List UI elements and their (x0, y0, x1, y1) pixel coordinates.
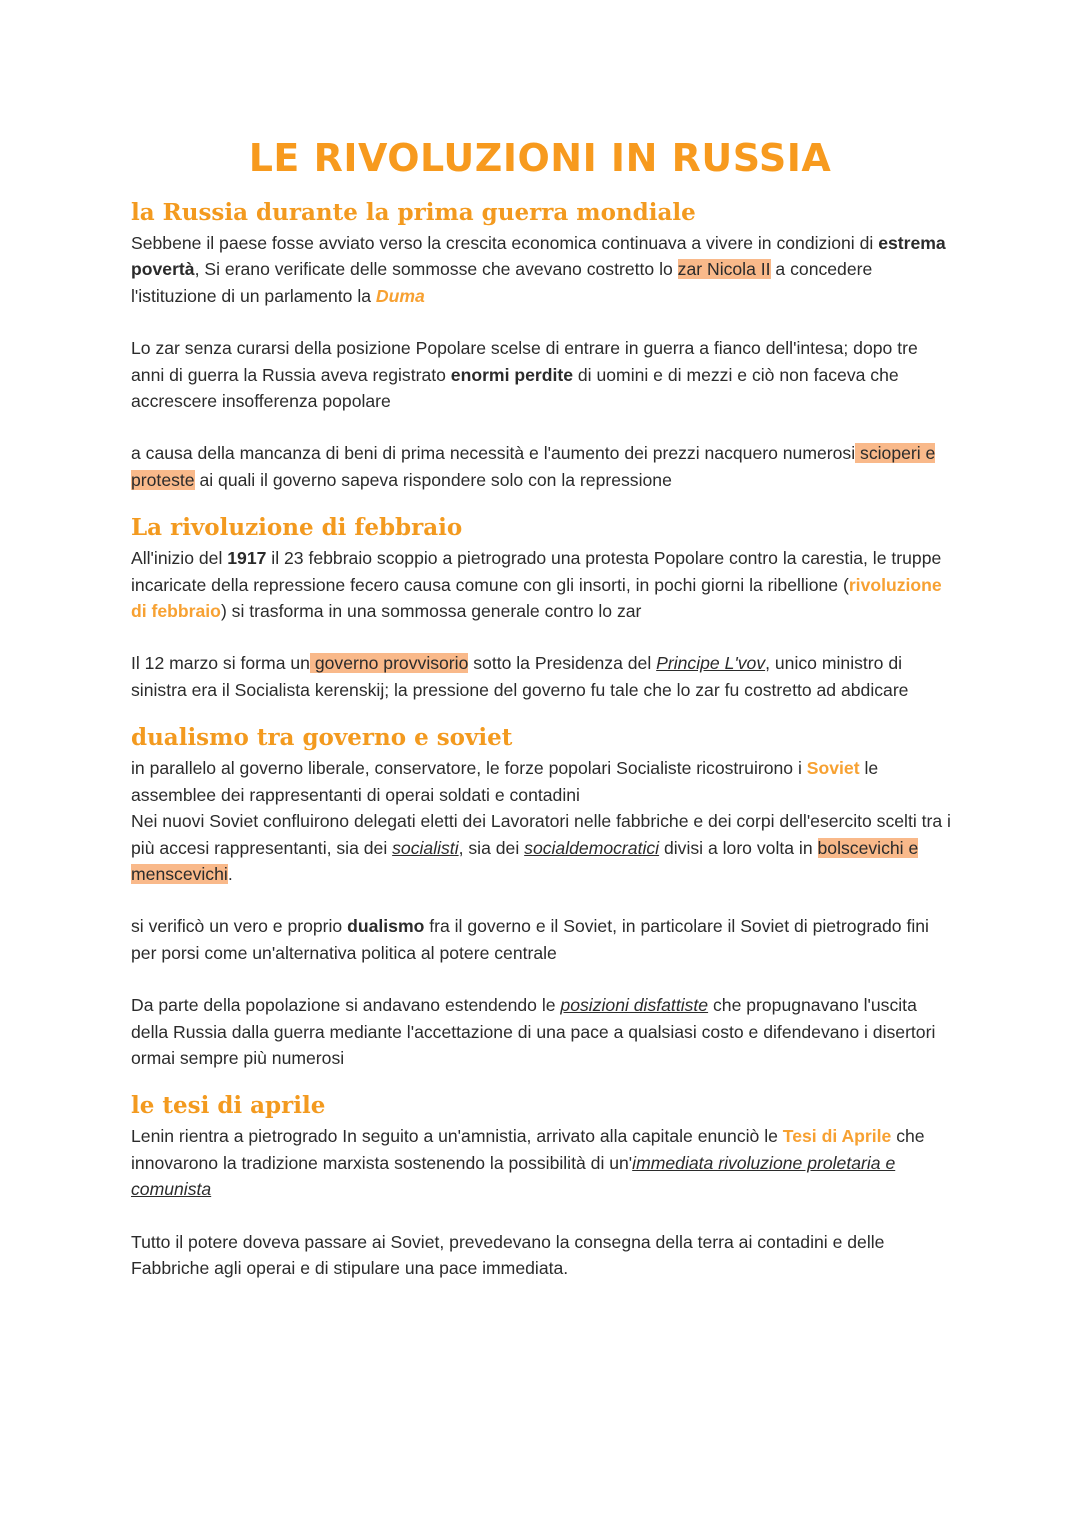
text: di uomini e di mezzi e ciò non faceva che accrescere insofferenza popolare (131, 364, 899, 412)
bold-text: dualismo (347, 916, 425, 937)
text: ) si trasforma in una sommossa generale contro lo zar (220, 601, 642, 622)
text: in parallelo al governo liberale, conservatore, le forze popolari Socialiste ricostruirono i (131, 758, 807, 779)
paragraph (131, 755, 951, 887)
section-heading-february-revolution: La rivoluzione di febbraio (131, 514, 463, 542)
text: divisi a loro volta in (659, 837, 818, 858)
underlined-term: immediata rivoluzione proletaria e comunista (131, 1152, 896, 1200)
text: a concedere l'istituzione di un parlamento la (131, 259, 873, 306)
text: che innovarono la tradizione marxista sostenendo la possibilità di un' (131, 1126, 925, 1173)
document-body (131, 196, 951, 1281)
text: Il 12 marzo si forma un (131, 653, 310, 674)
highlighted-text: governo provvisorio (309, 653, 469, 674)
paragraph (131, 992, 951, 1071)
bold-text: enormi perdite (450, 364, 573, 385)
paragraph (131, 913, 951, 966)
section-heading-dualism: dualismo tra governo e soviet (131, 724, 513, 752)
section-heading-russia-wwi: la Russia durante la prima guerra mondiale (131, 199, 696, 226)
highlighted-text: bolscevichi e menscevichi (131, 837, 919, 884)
page-title: LE RIVOLUZIONI IN RUSSIA (248, 136, 832, 180)
underlined-term: posizioni disfattiste (560, 995, 709, 1016)
orange-keyword: Soviet (806, 758, 860, 779)
orange-keyword: Tesi di Aprile (782, 1126, 892, 1147)
text: fra il governo e il Soviet, in particolare il Soviet di pietrogrado fini per porsi come un'alternativa politica al potere centrale (131, 916, 929, 963)
paragraph (131, 230, 951, 309)
text: ai quali il governo sapeva rispondere solo con la repressione (194, 469, 672, 490)
text: , unico ministro di sinistra era il Socialista kerenskij; la pressione del governo fu tale che lo zar fu costretto ad abdicare (131, 653, 909, 700)
text: sotto la Presidenza del (468, 653, 657, 674)
paragraph (131, 335, 951, 414)
text: Da parte della popolazione si andavano estendendo le (131, 995, 561, 1016)
text: All'inizio del (131, 548, 228, 569)
text: a causa della mancanza di beni di prima necessità e l'aumento dei prezzi nacquero numerosi (131, 443, 856, 464)
bold-text: estrema povertà (131, 233, 946, 280)
text: Lenin rientra a pietrogrado In seguito a un'amnistia, arrivato alla capitale enunciò le (131, 1126, 783, 1147)
underlined-term: Principe L'vov (656, 653, 766, 674)
text: si verificò un vero e proprio (131, 916, 348, 937)
paragraph (131, 440, 951, 493)
text: , Si erano verificate delle sommosse che avevano costretto lo (194, 259, 678, 280)
text: il 23 febbraio scoppio a pietrogrado una protesta Popolare contro la carestia, le truppe incaricate della repressione fecero causa comune con gli insorti, in pochi giorni la ribellione ( (131, 548, 942, 595)
paragraph: Tutto il potere doveva passare ai Soviet, prevedevano la consegna della terra ai contadini e delle Fabbriche agli operai e di stipulare una pace immediata. (131, 1231, 885, 1278)
orange-keyword: rivoluzione di febbraio (131, 574, 942, 622)
text: Sebbene il paese fosse avviato verso la crescita economica continuava a vivere in condizioni di (131, 233, 879, 253)
text: , sia dei (458, 837, 525, 858)
underlined-term: socialdemocratici (524, 837, 660, 858)
underlined-term: socialisti (392, 837, 459, 858)
orange-keyword: Duma (375, 285, 425, 306)
bold-text: 1917 (227, 548, 267, 569)
text: Nei nuovi Soviet confluirono delegati eletti dei Lavoratori nelle fabbriche e dei corpi dell'esercito scelti tra i più accesi rappresentanti, sia dei (131, 811, 951, 858)
highlighted-text: zar Nicola II (677, 259, 771, 280)
text: . (227, 863, 233, 884)
paragraph (131, 650, 951, 703)
section-heading-april-theses: le tesi di aprile (131, 1092, 326, 1120)
highlighted-text: scioperi e proteste (131, 443, 936, 490)
paragraph (131, 545, 951, 624)
text: Lo zar senza curarsi della posizione Popolare scelse di entrare in guerra a fianco dell'intesa; dopo tre anni di guerra la Russia aveva registrato (131, 338, 918, 385)
text: che propugnavano l'uscita della Russia dalla guerra mediante l'accettazione di una pace a qualsiasi costo e difendevano i disertori ormai sempre più numerosi (131, 995, 936, 1068)
text: le assemblee dei rappresentanti di operai soldati e contadini (131, 758, 879, 805)
paragraph (131, 1123, 951, 1202)
